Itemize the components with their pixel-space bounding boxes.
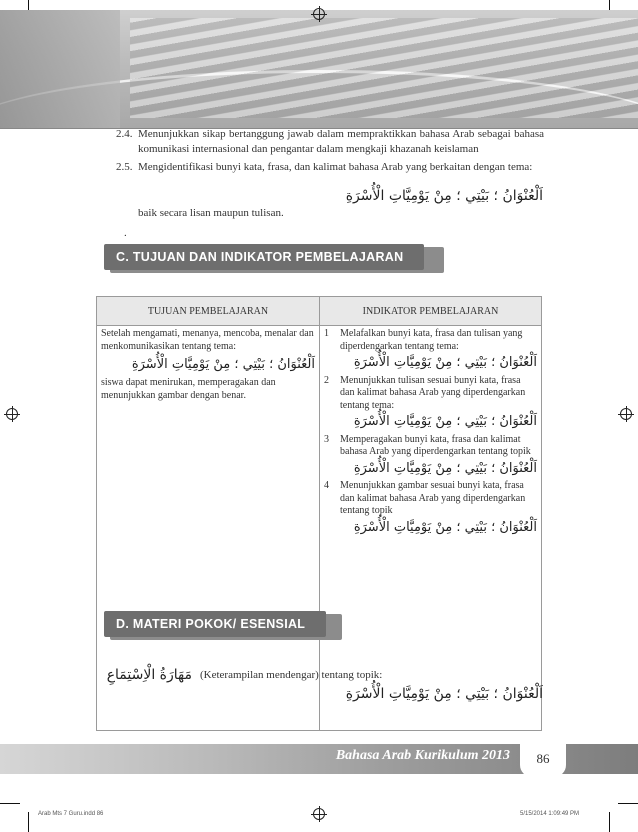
objective-suffix: baik secara lisan maupun tulisan. <box>138 207 284 219</box>
registration-mark-icon <box>313 8 325 20</box>
indicator-arabic: اَلْعُنْوَانُ ؛ بَيْتِي ؛ مِنْ يَوْمِيَّاتِ الْأُسْرَةِ <box>353 460 537 476</box>
slug-timestamp: 5/15/2014 1:09:49 PM <box>520 811 580 817</box>
indicator-text: Menunjukkan tulisan sesuai bunyi kata, frasa dan kalimat bahasa Arab yang diperdengarkan tentang tema: <box>340 374 526 411</box>
topic-arabic: اَلْعُنْوَانُ ؛ بَيْتِي ؛ مِنْ يَوْمِيَّاتِ الْأُسْرَةِ <box>345 188 543 204</box>
indicator-arabic: اَلْعُنْوَانُ ؛ بَيْتِي ؛ مِنْ يَوْمِيَّاتِ الْأُسْرَةِ <box>353 519 537 535</box>
slug-filename: Arab Mts 7 Guru.indd 86 <box>38 811 104 817</box>
skill-arabic: مَهَارَةُ الْاِسْتِمَاعِ <box>106 667 192 683</box>
indicator-item <box>324 480 537 534</box>
crop-mark <box>609 812 610 832</box>
objective-2-5 <box>110 160 544 175</box>
indicator-item <box>324 434 537 476</box>
stray-mark: . <box>124 227 127 239</box>
indicator-arabic: اَلْعُنْوَانُ ؛ بَيْتِي ؛ مِنْ يَوْمِيَّاتِ الْأُسْرَةِ <box>353 355 537 370</box>
indicator-number: 3 <box>324 433 329 445</box>
learning-objectives-table <box>96 296 542 731</box>
column-header-indikator: INDIKATOR PEMBELAJARAN <box>320 297 542 326</box>
indicator-arabic: اَلْعُنْوَانُ ؛ بَيْتِي ؛ مِنْ يَوْمِيَّاتِ الْأُسْرَةِ <box>353 414 537 429</box>
indicator-item <box>324 328 537 370</box>
materi-text: (Keterampilan mendengar) tentang topik: <box>200 669 383 681</box>
registration-mark-icon <box>313 808 325 820</box>
indicator-text: Menunjukkan gambar sesuai bunyi kata, frasa dan kalimat bahasa Arab yang diperdengarkan tentang topik <box>340 480 526 516</box>
objective-number: 2.5. <box>116 161 133 173</box>
registration-mark-icon <box>6 408 18 420</box>
indicator-number: 4 <box>324 480 329 491</box>
column-header-tujuan: TUJUAN PEMBELAJARAN <box>97 297 320 326</box>
objective-number: 2.4. <box>116 128 133 140</box>
materi-topic-arabic: اَلْعُنْوَانُ ؛ بَيْتِي ؛ مِنْ يَوْمِيَّاتِ الْأُسْرَةِ <box>345 686 543 702</box>
crop-mark <box>618 803 638 804</box>
indicator-text: Memperagakan bunyi kata, frasa dan kalimat bahasa Arab yang diperdengarkan tentang topik <box>340 433 531 457</box>
indicator-item <box>324 375 537 429</box>
indicator-text: Melafalkan bunyi kata, frasa dan tulisan yang diperdengarkan tentang tema: <box>340 328 523 352</box>
section-c-heading: C. TUJUAN DAN INDIKATOR PEMBELAJARAN <box>104 244 424 270</box>
table-header-row <box>97 297 542 326</box>
tujuan-outro: siswa dapat menirukan, memperagakan dan menunjukkan gambar dengan benar. <box>101 377 276 401</box>
objective-text: Menunjukkan sikap bertanggung jawab dalam mempraktikkan bahasa Arab sebagai bahasa komunikasi internasional dan pengantar dalam mengkaji khazanah keislaman <box>138 128 544 155</box>
crop-mark <box>0 803 20 804</box>
header-shade <box>0 10 120 128</box>
page-number: 86 <box>520 741 566 777</box>
indicator-number: 1 <box>324 328 329 339</box>
indicator-number: 2 <box>324 374 329 386</box>
crop-mark <box>28 812 29 832</box>
registration-mark-icon <box>620 408 632 420</box>
objective-2-4 <box>110 127 544 157</box>
section-d-heading: D. MATERI POKOK/ ESENSIAL <box>104 611 326 637</box>
tujuan-intro: Setelah mengamati, menanya, mencoba, menalar dan menkomunikasikan tentang tema: <box>101 328 314 352</box>
tujuan-arabic: اَلْعُنْوَانُ ؛ بَيْتِي ؛ مِنْ يَوْمِيَّاتِ الْأُسْرَةِ <box>131 357 315 372</box>
header-stripes <box>130 18 638 118</box>
footer-title: Bahasa Arab Kurikulum 2013 <box>335 748 510 763</box>
objective-text: Mengidentifikasi bunyi kata, frasa, dan kalimat bahasa Arab yang berkaitan dengan tema: <box>138 161 533 173</box>
